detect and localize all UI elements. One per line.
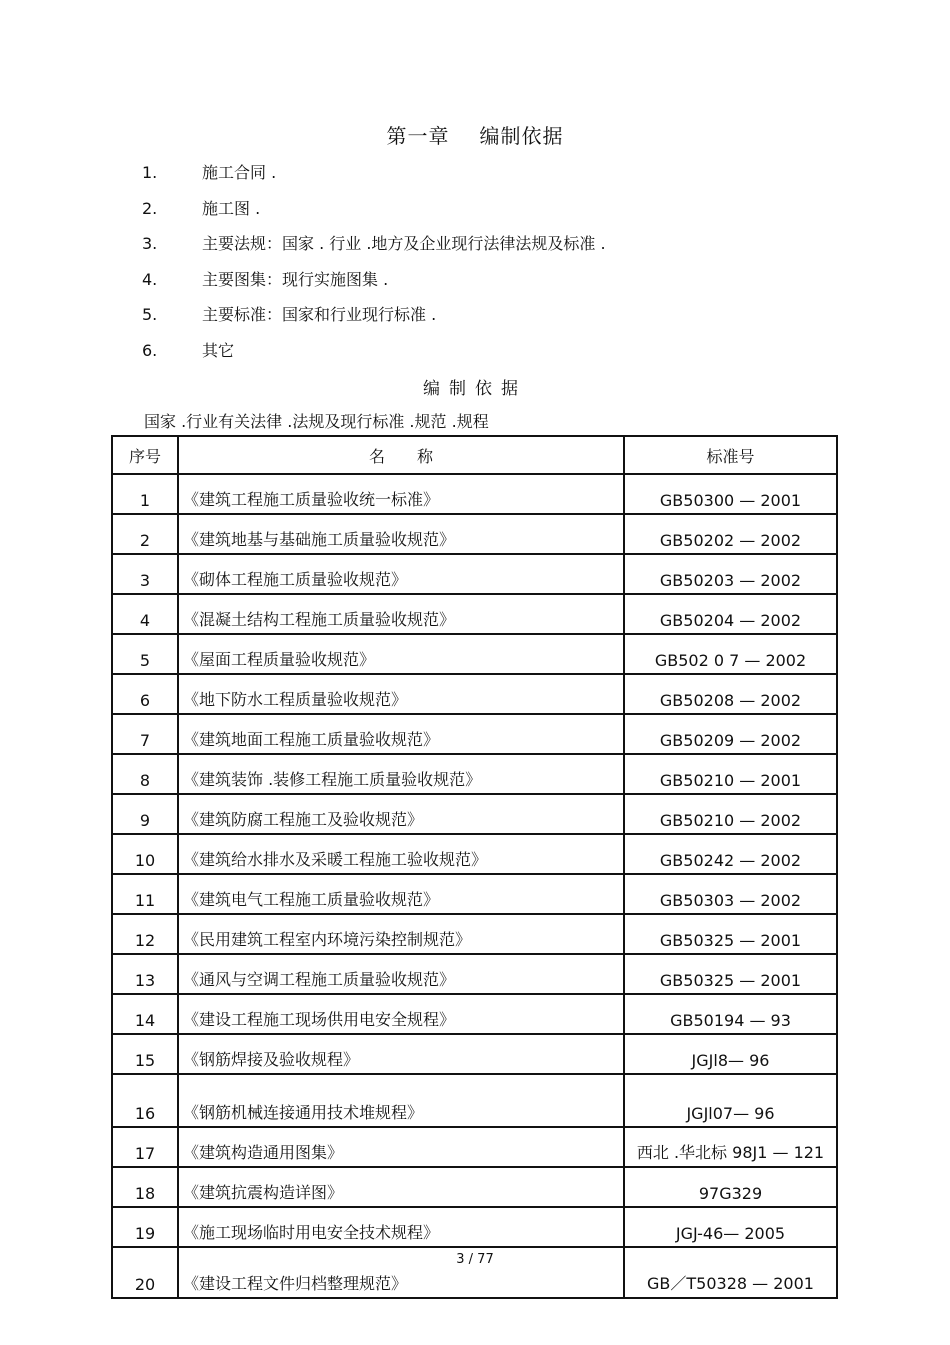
table-row: 14 《建设工程施工现场供用电安全规程》 GB50194 — 93 [112,994,837,1034]
table-row: 5 《屋面工程质量验收规范》 GB502 0 7 — 2002 [112,634,837,674]
table-row: 10 《建筑给水排水及采暖工程施工验收规范》 GB50242 — 2002 [112,834,837,874]
table-row: 18 《建筑抗震构造详图》 97G329 [112,1167,837,1207]
table-row: 9 《建筑防腐工程施工及验收规范》 GB50210 — 2002 [112,794,837,834]
header-name: 名 称 [178,436,624,474]
table-row: 8 《建筑装饰 .装修工程施工质量验收规范》 GB50210 — 2001 [112,754,837,794]
table-row: 17 《建筑构造通用图集》 西北 .华北标 98J1 — 121 [112,1127,837,1167]
page-number: 3 / 77 [456,1252,494,1267]
table-header-row [112,436,837,474]
table-row: 6 《地下防水工程质量验收规范》 GB50208 — 2002 [112,674,837,714]
list-item: 1. 施工合同 . [142,163,277,182]
table-row: 3 《砌体工程施工质量验收规范》 GB50203 — 2002 [112,554,837,594]
table-row: 16 《钢筋机械连接通用技术堆规程》 JGJl07— 96 [112,1074,837,1127]
table-row: 15 《钢筋焊接及验收规程》 JGJl8— 96 [112,1034,837,1074]
chapter-title [0,120,950,149]
chapter-label: 第一章 [386,124,450,148]
table-row: 1 《建筑工程施工质量验收统一标准》 GB50300 — 2001 [112,474,837,514]
chapter-heading: 编制依据 [479,124,564,148]
table-row: 2 《建筑地基与基础施工质量验收规范》 GB50202 — 2002 [112,514,837,554]
list-item: 4. 主要图集：现行实施图集 . [142,269,389,289]
header-code: 标准号 [624,436,837,474]
list-item: 5. 主要标准：国家和行业现行标准 . [142,305,437,325]
table-caption: 国家 .行业有关法律 .法规及现行标准 .规范 .规程 [144,412,489,431]
table-row: 13 《通风与空调工程施工质量验收规范》 GB50325 — 2001 [112,954,837,994]
table-row: 12 《民用建筑工程室内环境污染控制规范》 GB50325 — 2001 [112,914,837,954]
table-row: 7 《建筑地面工程施工质量验收规范》 GB50209 — 2002 [112,714,837,754]
list-item: 6. 其它 [142,340,235,360]
table-row: 11 《建筑电气工程施工质量验收规范》 GB50303 — 2002 [112,874,837,914]
table-row: 4 《混凝土结构工程施工质量验收规范》 GB50204 — 2002 [112,594,837,634]
header-no: 序号 [112,436,178,474]
standards-table [111,435,838,1299]
table-row: 19 《施工现场临时用电安全技术规程》 JGJ-46— 2005 [112,1207,837,1247]
table-title: 编制依据 [423,379,527,399]
basis-list [142,160,606,374]
table-row: 20 《建设工程文件归档整理规范》 GB／T50328 — 2001 [112,1247,837,1298]
list-item: 3. 主要法规：国家 . 行业 .地方及企业现行法律法规及标准 . [142,234,606,254]
list-item: 2. 施工图 . [142,198,261,218]
